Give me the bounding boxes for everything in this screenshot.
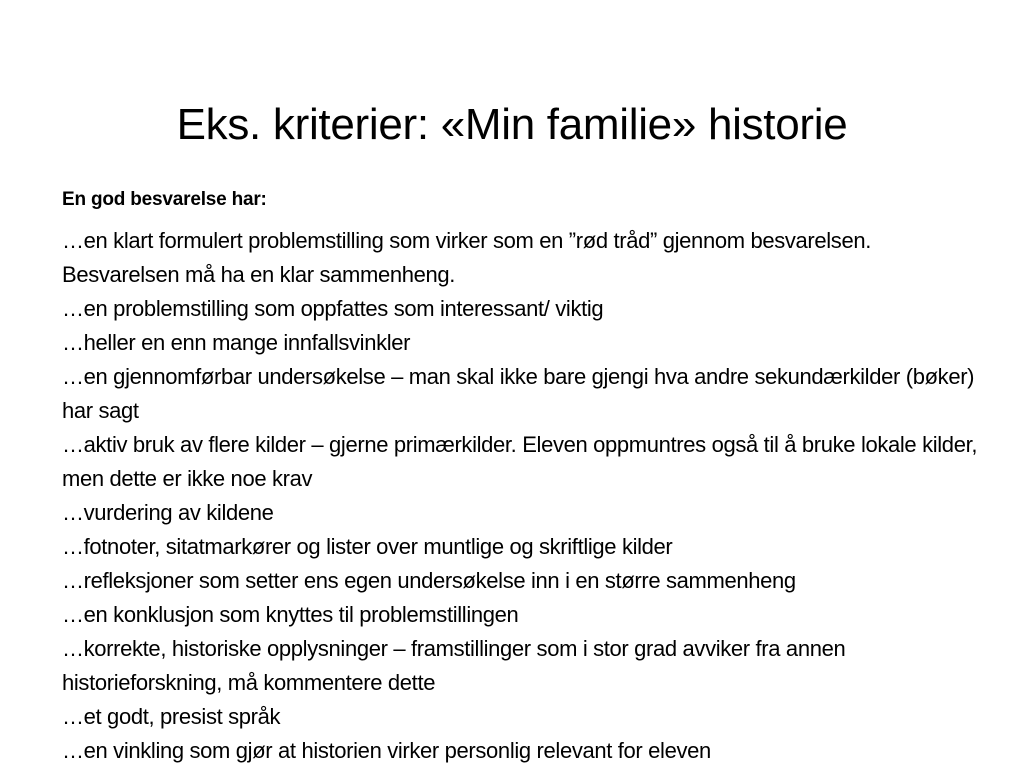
slide-title: Eks. kriterier: «Min familie» historie <box>176 100 848 150</box>
criterion-item: …heller en enn mange innfallsvinkler <box>62 330 411 355</box>
criterion-item: …vurdering av kildene <box>62 500 274 525</box>
criterion-item: …et godt, presist språk <box>62 704 281 729</box>
criterion-item: …aktiv bruk av flere kilder – gjerne primærkilder. Eleven oppmuntres også til å bruke lokale kilder, men dette er ikke noe krav <box>62 432 978 491</box>
criterion-item: …fotnoter, sitatmarkører og lister over muntlige og skriftlige kilder <box>62 534 673 559</box>
criterion-item: …korrekte, historiske opplysninger – framstillinger som i stor grad avviker fra annen historieforskning, må kommentere dette <box>62 636 846 695</box>
subheading: En god besvarelse har: <box>62 189 267 210</box>
criterion-item: …en klart formulert problemstilling som virker som en ”rød tråd” gjennom besvarelsen. Besvarelsen må ha en klar sammenheng. <box>62 228 871 287</box>
slide-content <box>62 186 982 768</box>
criterion-item: …en konklusjon som knyttes til problemstillingen <box>62 602 519 627</box>
criterion-item: …en problemstilling som oppfattes som interessant/ viktig <box>62 296 604 321</box>
criterion-item: …refleksjoner som setter ens egen undersøkelse inn i en større sammenheng <box>62 568 796 593</box>
criterion-item: …en gjennomførbar undersøkelse – man skal ikke bare gjengi hva andre sekundærkilder (bøker) har sagt <box>62 364 975 423</box>
criteria-list <box>62 224 982 768</box>
criterion-item: …en vinkling som gjør at historien virker personlig relevant for eleven <box>62 738 711 763</box>
